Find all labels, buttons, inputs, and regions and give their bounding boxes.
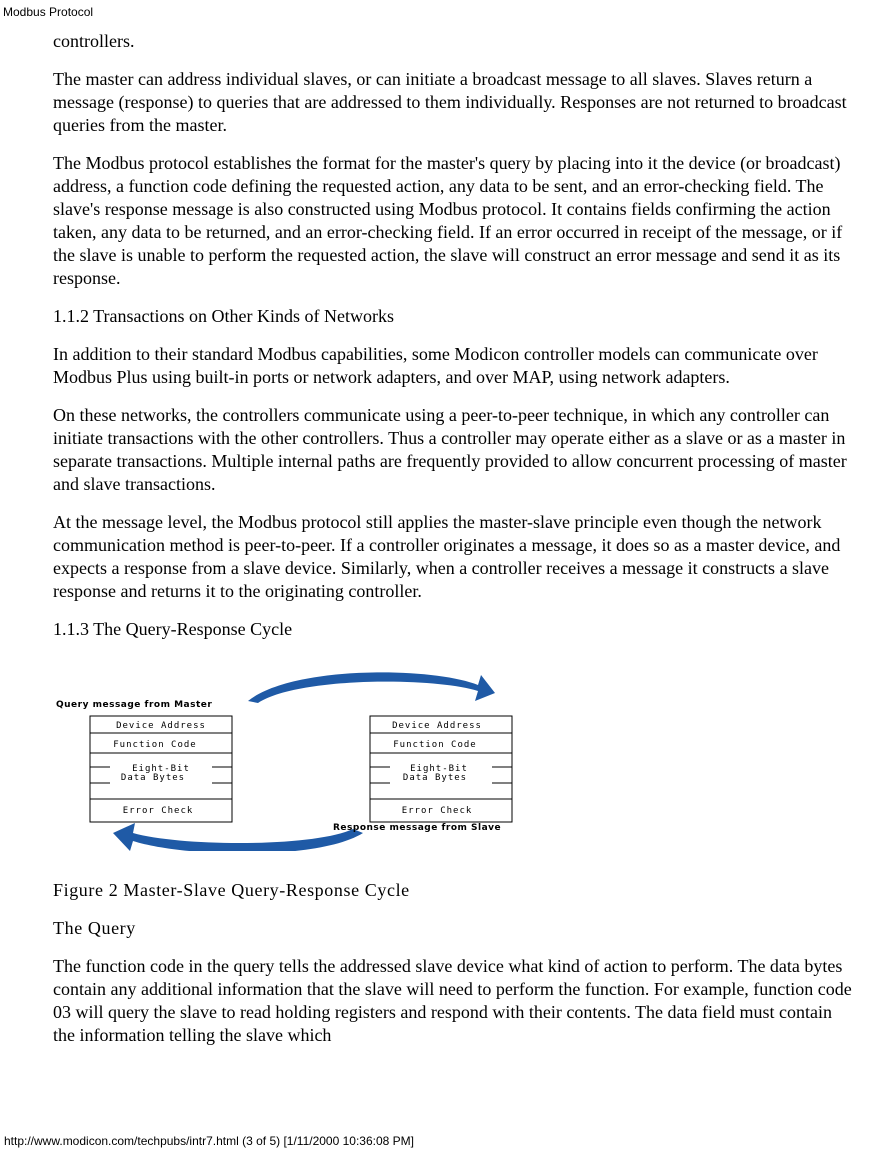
master-eight-bit: Eight-Bit	[132, 764, 190, 774]
slave-device-address: Device Address	[392, 721, 482, 731]
slave-eight-bit: Eight-Bit	[410, 764, 468, 774]
document-body	[53, 30, 853, 1062]
section-heading-other-networks: 1.1.2 Transactions on Other Kinds of Networks	[53, 306, 394, 326]
section-heading-query-response: 1.1.3 The Query-Response Cycle	[53, 619, 293, 639]
print-footer-url: http://www.modicon.com/techpubs/intr7.html (3 of 5) [1/11/2000 10:36:08 PM]	[4, 1134, 414, 1148]
paragraph-query-format: The Modbus protocol establishes the format for the master's query by placing into it the device (or broadcast) address, a function code defining the requested action, any data to be sent, and an error-checking field. The slave's response message is also constructed using Modbus protocol. It contains fields confirming the action taken, any data to be returned, and an error-checking field. If an error occurred in receipt of the message, or if the slave is unable to perform the requested action, the slave will construct an error message and send it as its response.	[53, 153, 843, 288]
paragraph-function-code: The function code in the query tells the addressed slave device what kind of action to perform. The data bytes contain any additional information that the slave will need to perform the function. For example, function code 03 will query the slave to read holding registers and respond with their contents. The data field must contain the information telling the slave which	[53, 956, 852, 1045]
slave-function-code: Function Code	[393, 740, 477, 750]
query-message-label: Query message from Master	[56, 700, 213, 710]
query-response-diagram	[53, 661, 573, 851]
slave-error-check: Error Check	[401, 806, 473, 816]
response-message-label: Response message from Slave	[333, 823, 502, 833]
section-heading-the-query: The Query	[53, 918, 136, 938]
master-error-check: Error Check	[122, 806, 194, 816]
paragraph-peer-to-peer: On these networks, the controllers communicate using a peer-to-peer technique, in which any controller can initiate transactions with the other controllers. Thus a controller may operate either as a slave or as a master in separate transactions. Multiple internal paths are frequently provided to allow concurrent processing of master and slave transactions.	[53, 405, 847, 494]
paragraph-message-level: At the message level, the Modbus protocol still applies the master-slave principle even though the network communication method is peer-to-peer. If a controller originates a message, it does so as a master device, and expects a response from a slave device. Similarly, when a controller receives a message it constructs a slave response and returns it to the originating controller.	[53, 512, 841, 601]
master-data-bytes: Data Bytes	[120, 773, 186, 783]
print-header: Modbus Protocol	[3, 5, 94, 19]
paragraph-modbus-plus: In addition to their standard Modbus capabilities, some Modicon controller models can communicate over Modbus Plus using built-in ports or network adapters, and over MAP, using network adapters.	[53, 344, 818, 387]
master-device-address: Device Address	[116, 721, 206, 731]
master-function-code: Function Code	[113, 740, 197, 750]
slave-data-bytes: Data Bytes	[402, 773, 468, 783]
figure-caption: Figure 2 Master-Slave Query-Response Cycle	[53, 880, 410, 900]
paragraph-broadcast: The master can address individual slaves, or can initiate a broadcast message to all slaves. Slaves return a message (response) to queries that are addressed to them individually. Responses are not returned to broadcast queries from the master.	[53, 69, 847, 135]
paragraph-continuation: controllers.	[53, 31, 135, 51]
query-arrow	[248, 672, 495, 703]
diagram-svg	[53, 661, 573, 851]
slave-frame	[370, 716, 512, 822]
response-arrow	[113, 823, 363, 851]
master-frame	[90, 716, 232, 822]
